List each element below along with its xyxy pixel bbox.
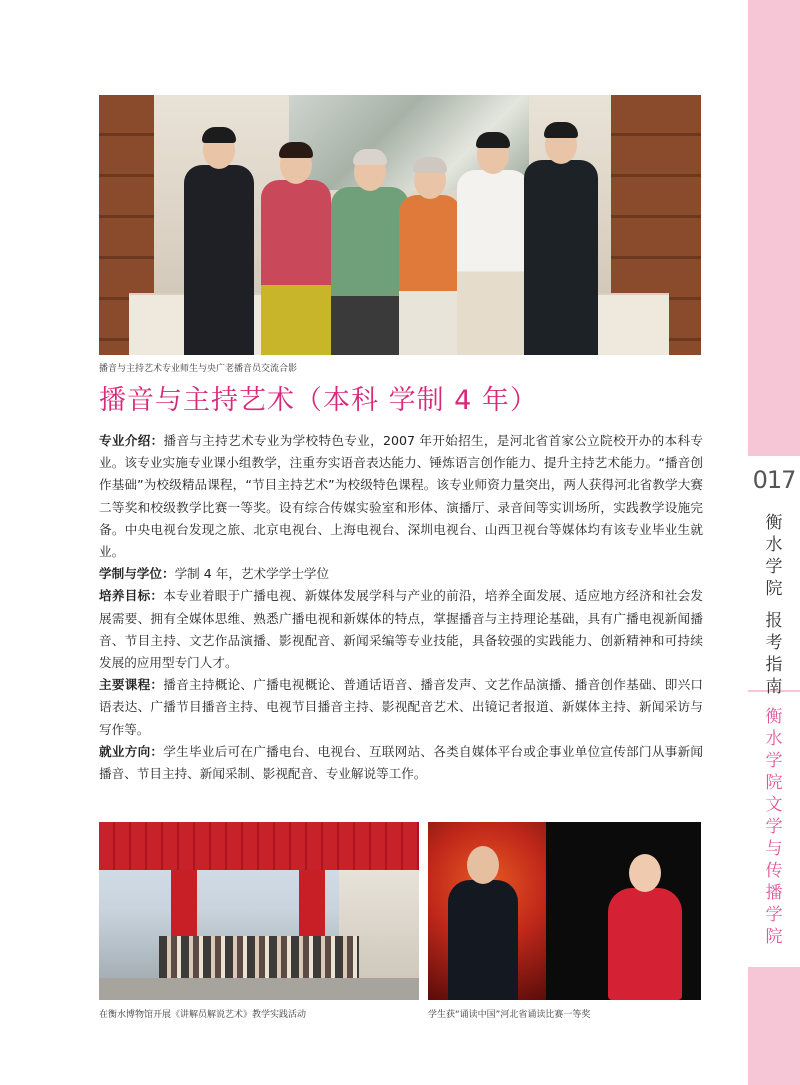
page-number: 017 (748, 456, 800, 504)
bottom-right-caption: 学生获“诵读中国”河北省诵读比赛一等奖 (428, 1010, 591, 1020)
college-char: 学 (765, 905, 783, 925)
recitation-award-photo (428, 822, 701, 1000)
courses-label: 主要课程： (99, 677, 164, 693)
section-career (99, 741, 703, 785)
guide-char: 衡 (765, 513, 783, 533)
goal-text: 本专业着眼于广播电视、新媒体发展学科与产业的前沿，培养全面发展、适应地方经济和社会发展需要、拥有全媒体思维、熟悉广播电视和新媒体的特点，掌握播音与主持理论基础，具有广播电视新闻播音、节目主持、文艺作品演播、影视配音、新闻采编等专业技能，具备较强的实践能力、创新精神和可持续发展的应用型专门人才。 (99, 588, 704, 671)
degree-text: 学制 4 年，艺术学学士学位 (174, 566, 330, 582)
section-intro (99, 430, 703, 563)
top-group-photo (99, 95, 701, 355)
guide-vertical-label (748, 512, 800, 698)
intro-text: 播音与主持艺术专业为学校特色专业，2007 年开始招生，是河北省首家公立院校开办的本科专业。该专业实施专业课小组教学，注重夯实语音表达能力、锤炼语言创作能力、提升主持艺术能力。“播音创作基础”为校级精品课程，“节目主持艺术”为校级特色课程。该专业师资力量突出，两人获得河北省教学大赛二等奖和校级教学比赛一等奖。设有综合传媒实验室和形体、演播厅、录音间等实训场所，实践教学设施完备。中央电视台发现之旅、北京电视台、上海电视台、深圳电视台、山西卫视台等媒体均有该专业毕业生就业。 (99, 433, 703, 560)
college-char: 学 (765, 817, 783, 837)
top-photo-caption: 播音与主持艺术专业师生与央广老播音员交流合影 (99, 364, 298, 374)
guide-char: 学 (765, 557, 783, 577)
college-char: 文 (765, 795, 783, 815)
career-label: 就业方向： (99, 743, 164, 759)
courses-text: 播音主持概论、广播电视概论、普通话语音、播音发声、文艺作品演播、播音创作基础、即兴口语表达、广播节目播音主持、电视节目播音主持、影视配音艺术、出镜记者报道、新媒体主持、新闻采访与写作等。 (99, 677, 704, 737)
guide-char: 水 (765, 535, 783, 555)
guide-char: 报 (765, 611, 783, 631)
section-courses (99, 674, 703, 741)
college-char: 与 (765, 839, 783, 859)
college-char: 播 (765, 883, 783, 903)
college-char: 院 (765, 773, 783, 793)
guide-char: 院 (765, 579, 783, 599)
college-char: 院 (765, 927, 783, 947)
guide-char: 南 (765, 677, 783, 697)
section-goal (99, 585, 703, 674)
guide-char: 考 (765, 633, 783, 653)
guide-spacer (748, 600, 800, 610)
college-char: 学 (765, 751, 783, 771)
page-title: 播音与主持艺术（本科 学制 4 年） (99, 385, 538, 416)
bottom-left-caption: 在衡水博物馆开展《讲解员解说艺术》教学实践活动 (99, 1010, 307, 1020)
intro-label: 专业介绍： (99, 433, 164, 448)
major-description (99, 430, 703, 785)
college-char: 传 (765, 861, 783, 881)
college-char: 衡 (765, 707, 783, 727)
museum-activity-photo (99, 822, 419, 1000)
goal-label: 培养目标： (99, 588, 164, 604)
section-degree (99, 563, 703, 585)
degree-label: 学制与学位： (99, 566, 175, 582)
college-char: 水 (765, 729, 783, 749)
career-text: 学生毕业后可在广播电台、电视台、互联网站、各类自媒体平台或企事业单位宣传部门从事新闻播音、节目主持、新闻采制、影视配音、专业解说等工作。 (99, 743, 704, 782)
college-vertical-label (748, 706, 800, 948)
guide-char: 指 (765, 655, 783, 675)
